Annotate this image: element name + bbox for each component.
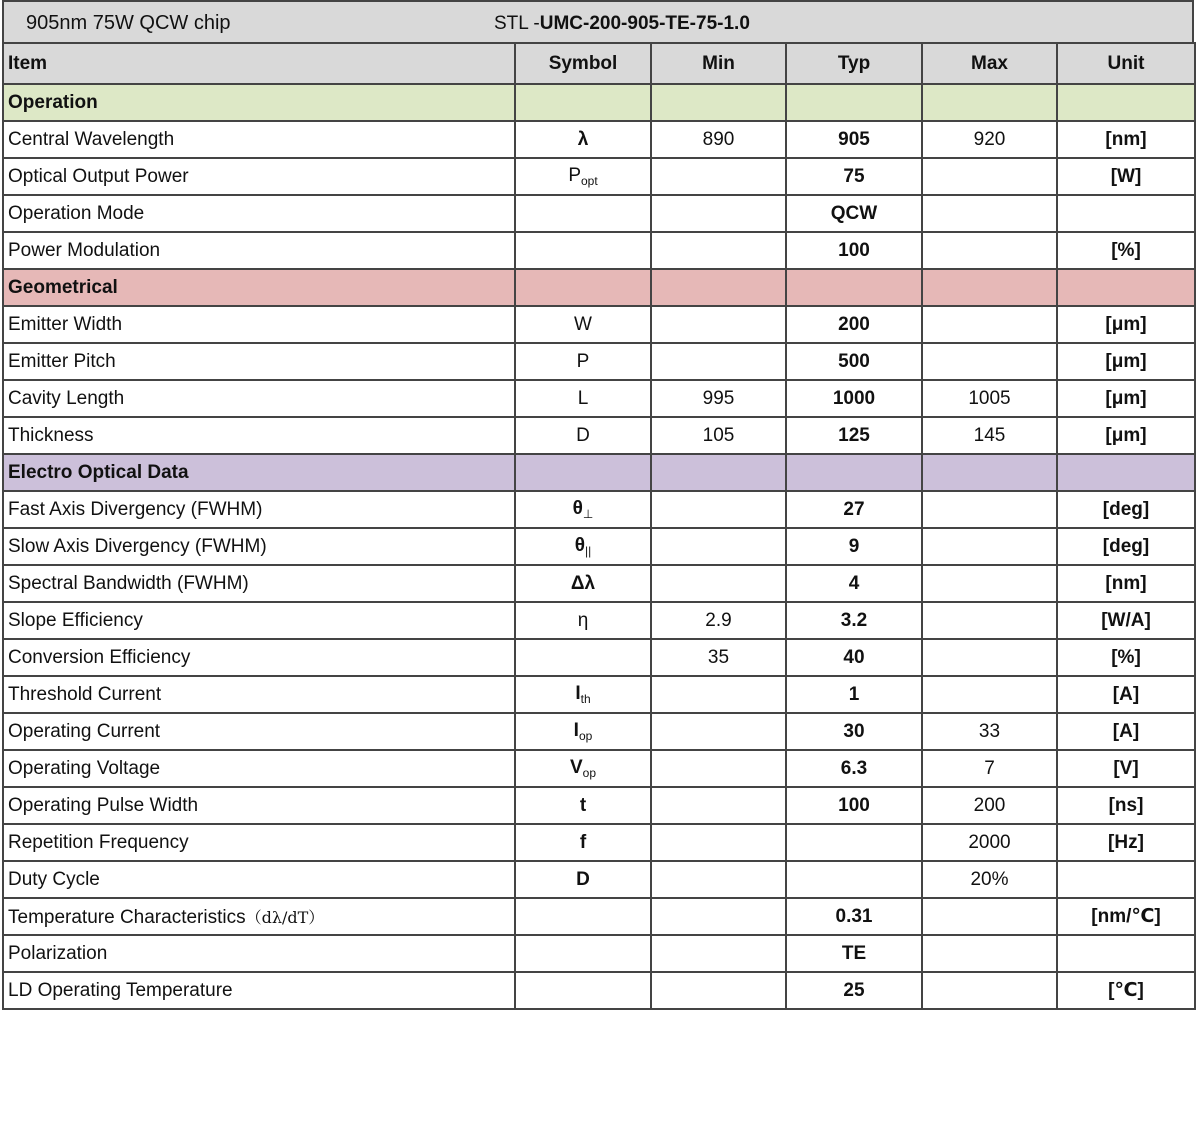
table-row xyxy=(3,528,1195,565)
item-cell xyxy=(3,787,515,824)
symbol-cell xyxy=(515,343,651,380)
min-cell xyxy=(651,861,786,898)
table-row xyxy=(3,417,1195,454)
unit-cell: [nm/℃] xyxy=(1057,898,1195,935)
unit-cell xyxy=(1057,861,1195,898)
symbol-cell xyxy=(515,787,651,824)
model-code: UMC-200-905-TE-75-1.0 xyxy=(539,13,750,34)
unit-cell: [deg] xyxy=(1057,491,1195,528)
item-cell xyxy=(3,713,515,750)
unit-cell xyxy=(1057,195,1195,232)
typ-cell: 25 xyxy=(786,972,922,1009)
symbol-cell xyxy=(515,676,651,713)
table-row xyxy=(3,824,1195,861)
symbol-subscript: || xyxy=(585,544,592,558)
unit-cell: [%] xyxy=(1057,639,1195,676)
item-label: Cavity Length xyxy=(8,387,125,409)
max-cell xyxy=(922,935,1057,972)
section-filler-cell xyxy=(786,454,922,491)
max-cell xyxy=(922,639,1057,676)
min-cell xyxy=(651,195,786,232)
table-body xyxy=(3,84,1195,1009)
symbol-text: P xyxy=(568,165,581,186)
max-cell xyxy=(922,232,1057,269)
title-bar xyxy=(2,0,1194,42)
min-cell xyxy=(651,306,786,343)
item-label: Emitter Width xyxy=(8,313,123,335)
max-cell xyxy=(922,306,1057,343)
min-cell xyxy=(651,713,786,750)
table-row xyxy=(3,232,1195,269)
section-header-row xyxy=(3,454,1195,491)
col-header-symbol: Symbol xyxy=(515,43,651,84)
item-label: Conversion Efficiency xyxy=(8,646,191,668)
symbol-text: D xyxy=(576,868,590,890)
symbol-cell xyxy=(515,528,651,565)
item-cell xyxy=(3,232,515,269)
item-cell xyxy=(3,935,515,972)
symbol-cell xyxy=(515,972,651,1009)
symbol-text: t xyxy=(579,794,587,816)
symbol-cell xyxy=(515,750,651,787)
min-cell: 2.9 xyxy=(651,602,786,639)
max-cell: 920 xyxy=(922,121,1057,158)
typ-cell: QCW xyxy=(786,195,922,232)
symbol-cell xyxy=(515,898,651,935)
typ-cell: 125 xyxy=(786,417,922,454)
symbol-text: L xyxy=(577,387,589,409)
section-title: Geometrical xyxy=(3,269,515,306)
item-label: LD Operating Temperature xyxy=(8,979,233,1001)
section-header-row xyxy=(3,269,1195,306)
symbol-cell xyxy=(515,565,651,602)
item-cell xyxy=(3,491,515,528)
product-title: 905nm 75W QCW chip xyxy=(26,12,231,34)
table-row xyxy=(3,158,1195,195)
item-label: Operating Pulse Width xyxy=(8,794,199,816)
table-row xyxy=(3,565,1195,602)
symbol-cell xyxy=(515,861,651,898)
unit-cell: [A] xyxy=(1057,676,1195,713)
spec-sheet xyxy=(2,0,1194,1010)
symbol-text: V xyxy=(569,757,583,778)
symbol-cell xyxy=(515,380,651,417)
section-filler-cell xyxy=(922,269,1057,306)
unit-cell: [W] xyxy=(1057,158,1195,195)
table-row xyxy=(3,972,1195,1009)
unit-cell: [W/A] xyxy=(1057,602,1195,639)
symbol-text: η xyxy=(577,609,589,631)
typ-cell: 100 xyxy=(786,787,922,824)
item-label: Repetition Frequency xyxy=(8,831,189,853)
item-cell xyxy=(3,824,515,861)
item-cell xyxy=(3,565,515,602)
typ-cell: 1000 xyxy=(786,380,922,417)
typ-cell: 100 xyxy=(786,232,922,269)
typ-cell: TE xyxy=(786,935,922,972)
table-row xyxy=(3,491,1195,528)
header-row xyxy=(3,43,1195,84)
unit-cell: [deg] xyxy=(1057,528,1195,565)
typ-cell: 30 xyxy=(786,713,922,750)
col-header-min: Min xyxy=(651,43,786,84)
min-cell xyxy=(651,898,786,935)
max-cell xyxy=(922,195,1057,232)
unit-cell: [%] xyxy=(1057,232,1195,269)
max-cell xyxy=(922,565,1057,602)
typ-cell: 4 xyxy=(786,565,922,602)
item-cell xyxy=(3,898,515,935)
section-filler-cell xyxy=(922,84,1057,121)
symbol-text: θ xyxy=(572,498,583,519)
max-cell xyxy=(922,676,1057,713)
max-cell: 145 xyxy=(922,417,1057,454)
item-label: Temperature Characteristics xyxy=(8,906,246,928)
item-cell xyxy=(3,380,515,417)
typ-cell: 27 xyxy=(786,491,922,528)
typ-cell: 3.2 xyxy=(786,602,922,639)
model-number xyxy=(494,13,750,35)
min-cell xyxy=(651,750,786,787)
unit-cell: [nm] xyxy=(1057,565,1195,602)
symbol-text: W xyxy=(574,313,592,335)
max-cell xyxy=(922,972,1057,1009)
unit-cell: [Hz] xyxy=(1057,824,1195,861)
symbol-text: Δλ xyxy=(570,572,596,594)
typ-cell: 9 xyxy=(786,528,922,565)
min-cell: 890 xyxy=(651,121,786,158)
symbol-cell xyxy=(515,306,651,343)
max-cell: 7 xyxy=(922,750,1057,787)
table-row xyxy=(3,343,1195,380)
symbol-text: f xyxy=(579,831,587,853)
table-row xyxy=(3,602,1195,639)
item-label: Operation Mode xyxy=(8,202,145,224)
symbol-text: I xyxy=(573,720,579,741)
unit-cell: [A] xyxy=(1057,713,1195,750)
typ-cell: 200 xyxy=(786,306,922,343)
table-row xyxy=(3,787,1195,824)
item-label: Central Wavelength xyxy=(8,128,175,150)
section-filler-cell xyxy=(651,454,786,491)
min-cell xyxy=(651,787,786,824)
typ-cell: 500 xyxy=(786,343,922,380)
item-cell xyxy=(3,750,515,787)
item-cell xyxy=(3,195,515,232)
max-cell xyxy=(922,343,1057,380)
item-label: Spectral Bandwidth (FWHM) xyxy=(8,572,249,594)
unit-cell xyxy=(1057,935,1195,972)
spec-table xyxy=(2,42,1196,1010)
item-cell xyxy=(3,158,515,195)
max-cell xyxy=(922,528,1057,565)
section-title: Operation xyxy=(3,84,515,121)
section-filler-cell xyxy=(786,84,922,121)
section-header-row xyxy=(3,84,1195,121)
symbol-cell xyxy=(515,824,651,861)
unit-cell: [μm] xyxy=(1057,417,1195,454)
item-label-suffix: （dλ/dT） xyxy=(245,907,325,927)
col-header-item: Item xyxy=(3,43,515,84)
typ-cell: 75 xyxy=(786,158,922,195)
unit-cell: [μm] xyxy=(1057,380,1195,417)
typ-cell: 6.3 xyxy=(786,750,922,787)
table-row xyxy=(3,639,1195,676)
item-label: Power Modulation xyxy=(8,239,161,261)
item-cell xyxy=(3,528,515,565)
table-row xyxy=(3,195,1195,232)
symbol-cell xyxy=(515,158,651,195)
symbol-cell xyxy=(515,121,651,158)
item-label: Thickness xyxy=(8,424,94,446)
item-cell xyxy=(3,306,515,343)
typ-cell xyxy=(786,861,922,898)
symbol-text: D xyxy=(576,424,590,446)
item-cell xyxy=(3,417,515,454)
table-row xyxy=(3,121,1195,158)
max-cell xyxy=(922,491,1057,528)
symbol-cell xyxy=(515,639,651,676)
min-cell xyxy=(651,232,786,269)
section-filler-cell xyxy=(651,84,786,121)
min-cell xyxy=(651,565,786,602)
min-cell xyxy=(651,972,786,1009)
symbol-text: I xyxy=(575,683,581,704)
unit-cell: [℃] xyxy=(1057,972,1195,1009)
max-cell: 1005 xyxy=(922,380,1057,417)
item-cell xyxy=(3,343,515,380)
section-filler-cell xyxy=(786,269,922,306)
typ-cell: 1 xyxy=(786,676,922,713)
symbol-subscript: ⊥ xyxy=(582,507,594,521)
symbol-cell xyxy=(515,713,651,750)
item-label: Polarization xyxy=(8,942,108,964)
table-row xyxy=(3,898,1195,935)
col-header-unit: Unit xyxy=(1057,43,1195,84)
typ-cell xyxy=(786,824,922,861)
table-row xyxy=(3,676,1195,713)
section-filler-cell xyxy=(651,269,786,306)
symbol-text: λ xyxy=(577,128,589,150)
section-filler-cell xyxy=(922,454,1057,491)
typ-cell: 40 xyxy=(786,639,922,676)
unit-cell: [V] xyxy=(1057,750,1195,787)
section-filler-cell xyxy=(1057,269,1195,306)
item-cell xyxy=(3,602,515,639)
table-row xyxy=(3,935,1195,972)
symbol-subscript: op xyxy=(582,766,597,780)
section-filler-cell xyxy=(515,269,651,306)
max-cell: 200 xyxy=(922,787,1057,824)
symbol-cell xyxy=(515,195,651,232)
item-cell xyxy=(3,676,515,713)
item-label: Threshold Current xyxy=(8,683,162,705)
item-label: Operating Voltage xyxy=(8,757,161,779)
max-cell: 2000 xyxy=(922,824,1057,861)
symbol-subscript: opt xyxy=(581,174,598,188)
symbol-subscript: op xyxy=(578,729,593,743)
symbol-cell xyxy=(515,602,651,639)
section-filler-cell xyxy=(1057,454,1195,491)
min-cell xyxy=(651,528,786,565)
min-cell xyxy=(651,676,786,713)
typ-cell: 0.31 xyxy=(786,898,922,935)
min-cell: 105 xyxy=(651,417,786,454)
min-cell xyxy=(651,824,786,861)
item-label: Optical Output Power xyxy=(8,165,189,187)
symbol-text: P xyxy=(576,350,590,372)
model-prefix: STL - xyxy=(494,13,540,34)
item-label: Slow Axis Divergency (FWHM) xyxy=(8,535,267,557)
symbol-cell xyxy=(515,935,651,972)
min-cell: 35 xyxy=(651,639,786,676)
item-cell xyxy=(3,121,515,158)
section-filler-cell xyxy=(1057,84,1195,121)
item-cell xyxy=(3,972,515,1009)
table-row xyxy=(3,713,1195,750)
section-filler-cell xyxy=(515,84,651,121)
item-cell xyxy=(3,639,515,676)
symbol-cell xyxy=(515,232,651,269)
unit-cell: [μm] xyxy=(1057,343,1195,380)
section-title: Electro Optical Data xyxy=(3,454,515,491)
max-cell xyxy=(922,602,1057,639)
section-filler-cell xyxy=(515,454,651,491)
item-label: Fast Axis Divergency (FWHM) xyxy=(8,498,263,520)
min-cell xyxy=(651,935,786,972)
symbol-text: θ xyxy=(574,535,586,556)
max-cell xyxy=(922,898,1057,935)
table-row xyxy=(3,750,1195,787)
symbol-cell xyxy=(515,417,651,454)
symbol-subscript: th xyxy=(580,692,591,706)
item-label: Duty Cycle xyxy=(8,868,100,890)
min-cell xyxy=(651,158,786,195)
unit-cell: [ns] xyxy=(1057,787,1195,824)
unit-cell: [μm] xyxy=(1057,306,1195,343)
min-cell xyxy=(651,343,786,380)
table-row xyxy=(3,306,1195,343)
table-row xyxy=(3,380,1195,417)
table-row xyxy=(3,861,1195,898)
col-header-typ: Typ xyxy=(786,43,922,84)
item-label: Operating Current xyxy=(8,720,161,742)
min-cell xyxy=(651,491,786,528)
max-cell xyxy=(922,158,1057,195)
item-label: Emitter Pitch xyxy=(8,350,116,372)
item-cell xyxy=(3,861,515,898)
typ-cell: 905 xyxy=(786,121,922,158)
col-header-max: Max xyxy=(922,43,1057,84)
max-cell: 20% xyxy=(922,861,1057,898)
unit-cell: [nm] xyxy=(1057,121,1195,158)
min-cell: 995 xyxy=(651,380,786,417)
item-label: Slope Efficiency xyxy=(8,609,143,631)
max-cell: 33 xyxy=(922,713,1057,750)
symbol-cell xyxy=(515,491,651,528)
